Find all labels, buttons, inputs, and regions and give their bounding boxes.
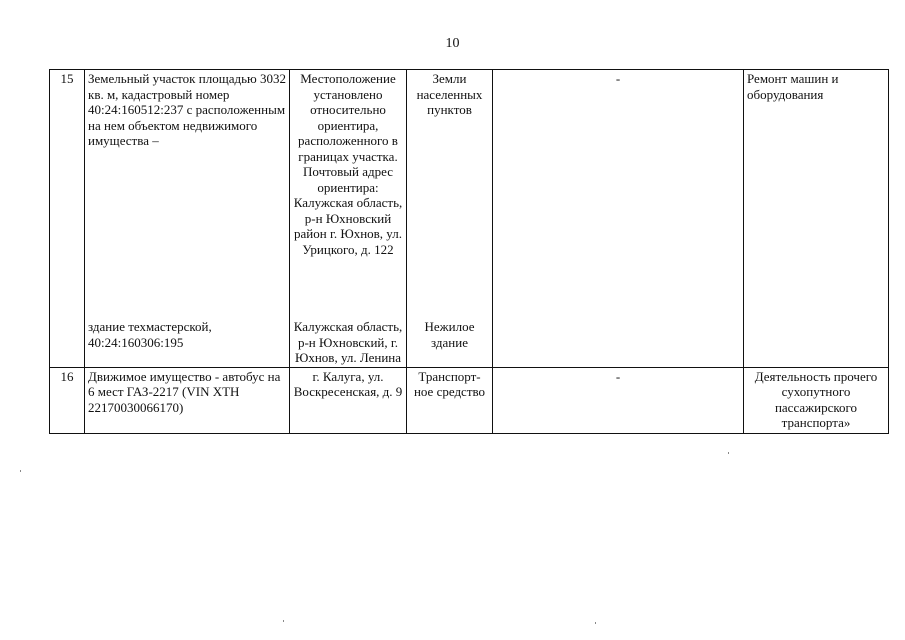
row-number: 15 (50, 70, 85, 368)
object-main: Земельный участок площадью 3032 кв. м, кадастровый номер 40:24:160512:237 с расположенным на нем объектом недвижимого имущества – (88, 71, 286, 148)
location-cell: г. Калуга, ул. Воскресенская, д. 9 (290, 367, 407, 433)
page-number: 10 (445, 36, 460, 51)
table-row (50, 70, 889, 368)
location-main: Местоположение установлено относительно ориентира, расположенного в границах участка. Почтовый адрес ориентира: Калужская область, р-н Юхновский район г. Юхнов, ул. Урицкого, д. 122 (293, 71, 403, 257)
scan-speck (283, 620, 284, 622)
encumbrance-cell: - (493, 367, 744, 433)
scan-speck (595, 622, 596, 624)
object-cell: Движимое имущество - автобус на 6 мест ГАЗ-2217 (VIN ХТН 22170030066170) (85, 367, 290, 433)
category-sub: Нежилое здание (424, 319, 475, 350)
object-sub: здание техмастерской, 40:24:160306:195 (88, 319, 212, 350)
scan-speck (20, 470, 21, 472)
purpose-cell: Деятельность прочего сухопутного пассажирского транспорта» (744, 367, 889, 433)
category-cell (407, 70, 493, 368)
category-cell: Транспорт-ное средство (407, 367, 493, 433)
row-number: 16 (50, 367, 85, 433)
category-main: Земли населенных пунктов (416, 71, 483, 117)
encumbrance-cell: - (493, 70, 744, 368)
purpose-cell: Ремонт машин и оборудования (744, 70, 889, 368)
scan-speck (728, 452, 729, 454)
table-row (50, 367, 889, 433)
property-table (49, 69, 889, 434)
object-cell (85, 70, 290, 368)
location-sub: Калужская область, р-н Юхновский, г. Юхнов, ул. Ленина (293, 319, 403, 365)
location-cell (290, 70, 407, 368)
